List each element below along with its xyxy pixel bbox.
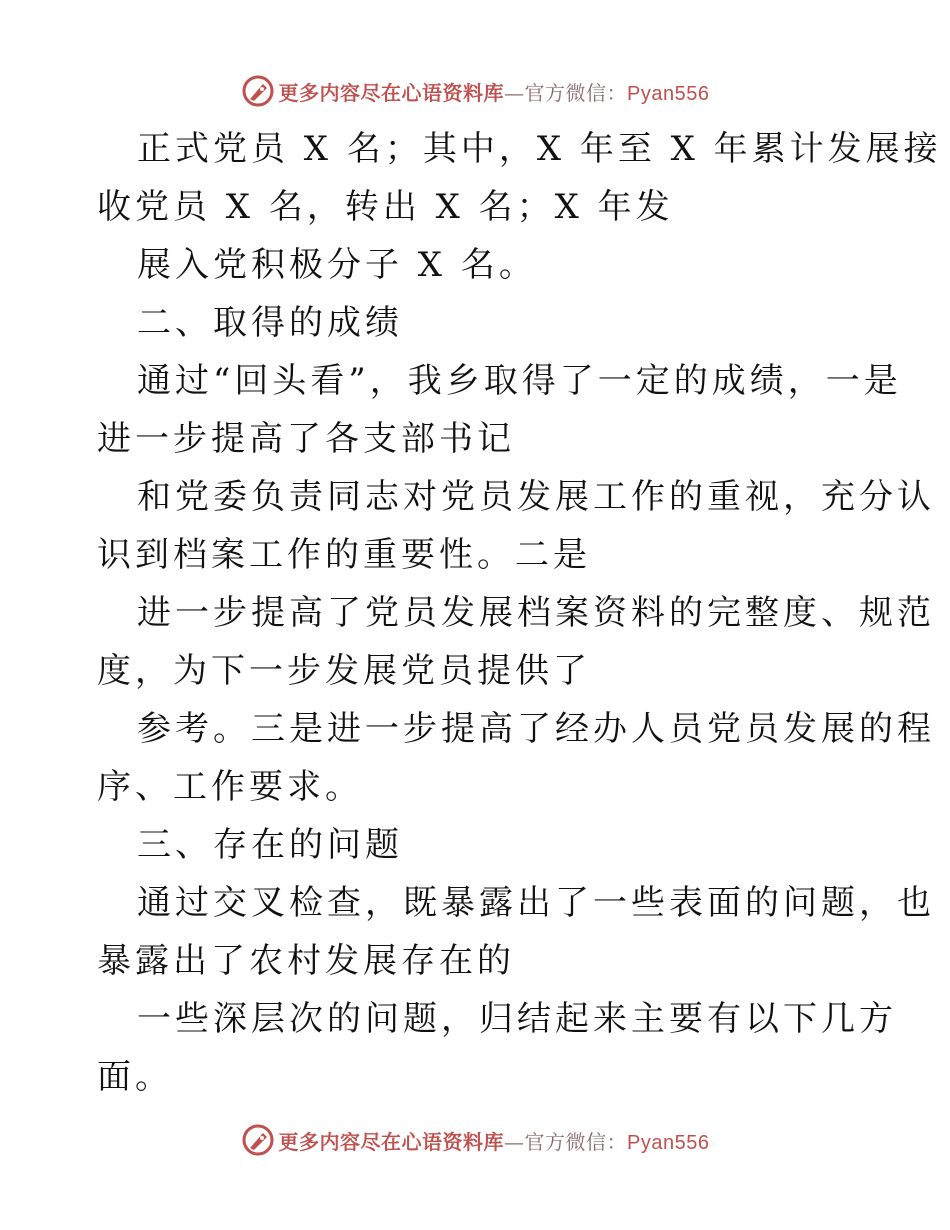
text-line: 通过“回头看”，我乡取得了一定的成绩，一是	[137, 361, 902, 401]
footer-banner-wechat: Pyan556	[627, 1131, 710, 1154]
header-banner-wechat: Pyan556	[627, 82, 710, 105]
text-line: 识到档案工作的重要性。二是	[97, 535, 591, 575]
footer-banner-main: 更多内容尽在心语资料库	[278, 1129, 505, 1154]
header-banner-dash: —官方微信：	[504, 80, 628, 105]
section-heading: 三、存在的问题	[137, 825, 403, 865]
text-line: 收党员 X 名，转出 X 名；X 年发	[97, 187, 674, 227]
footer-banner-dash: —官方微信：	[504, 1129, 628, 1154]
text-line: 一些深层次的问题，归结起来主要有以下几方	[137, 999, 897, 1039]
text-line: 和党委负责同志对党员发展工作的重视，充分认	[137, 477, 935, 517]
text-line: 展入党积极分子 X 名。	[137, 245, 537, 285]
header-banner-text	[279, 77, 710, 106]
pen-nib-logo-icon	[241, 74, 275, 108]
header-banner-main: 更多内容尽在心语资料库	[278, 80, 505, 105]
text-line: 正式党员 X 名；其中，X 年至 X 年累计发展接	[137, 129, 942, 169]
text-line: 面。	[97, 1057, 173, 1097]
text-line: 序、工作要求。	[97, 767, 363, 807]
document-body	[97, 120, 942, 1106]
header-banner	[0, 71, 950, 111]
text-line: 度，为下一步发展党员提供了	[97, 651, 591, 691]
text-line: 暴露出了农村发展存在的	[97, 941, 515, 981]
section-heading: 二、取得的成绩	[137, 303, 403, 343]
footer-banner	[0, 1120, 950, 1160]
text-line: 进一步提高了各支部书记	[97, 419, 515, 459]
pen-nib-logo-icon	[241, 1123, 275, 1157]
text-line: 通过交叉检查，既暴露出了一些表面的问题，也	[137, 883, 935, 923]
text-line: 参考。三是进一步提高了经办人员党员发展的程	[137, 709, 935, 749]
text-line: 进一步提高了党员发展档案资料的完整度、规范	[137, 593, 935, 633]
footer-banner-text	[279, 1126, 710, 1155]
